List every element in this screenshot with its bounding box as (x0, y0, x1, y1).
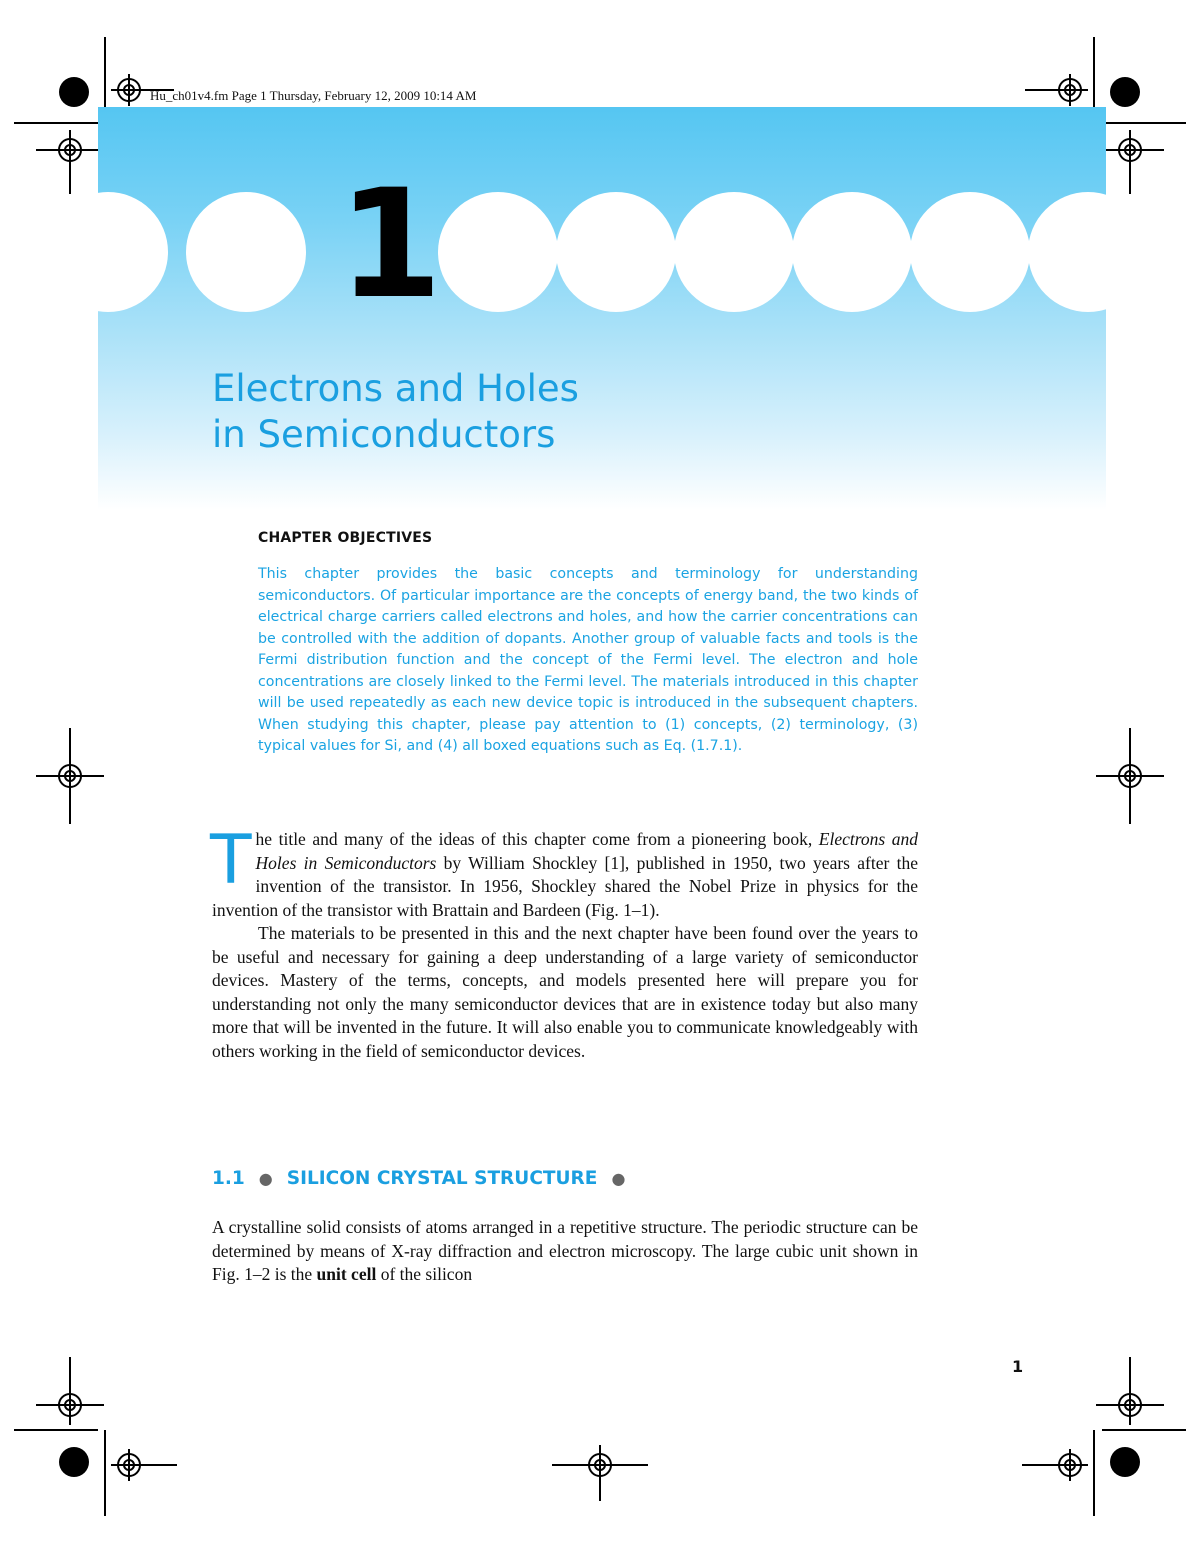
section-text-start: A crystalline solid consists of atoms arranged in a repetitive structure. The periodic structure can be determined by means of X-ray diffraction and electron microscopy. The large cubic unit shown in Fig. 1–2 is the (212, 1217, 918, 1284)
intro-p1-start: he title and many of the ideas of this chapter come from a pioneering book, (255, 829, 819, 849)
section-number: 1.1 (212, 1168, 245, 1189)
chapter-title (212, 366, 579, 458)
drop-cap-letter: T (210, 821, 252, 900)
print-header-slug: Hu_ch01v4.fm Page 1 Thursday, February 12, 2009 10:14 AM (150, 88, 477, 103)
section-title: SILICON CRYSTAL STRUCTURE (286, 1168, 598, 1189)
intro-paragraph-2: The materials to be presented in this and the next chapter have been found over the years to be useful and necessary for gaining a deep understanding of a large variety of semiconductor devices. Mastery of the terms, concepts, and models presented here will prepare you for understanding not only the many semiconductor devices that are in existence today but also many more that will be invented in the future. It will also enable you to communicate knowledgeably with others working in the field of semiconductor devices. (212, 923, 918, 1061)
chapter-title-line-1: Electrons and Holes (212, 367, 579, 410)
section-bullet-left: ● (258, 1169, 273, 1188)
objectives-paragraph: This chapter provides the basic concepts and terminology for understanding semiconductors. Of particular importance are the concepts of energy band, the two kinds of electrical charge carriers called electrons and holes, and how the carrier concentrations can be controlled with the addition of dopants. Another group of valuable facts and tools is the Fermi distribution function and the concept of the Fermi level. The electron and hole concentrations are closely linked to the Fermi level. The materials introduced in this chapter will be used repeatedly as each new device topic is introduced in the subsequent chapters. When studying this chapter, please pay attention to (1) concepts, (2) terminology, (3) typical values for Si, and (4) all boxed equations such as Eq. (1.7.1). (258, 566, 918, 754)
section-paragraph (212, 1216, 918, 1287)
section-body (212, 1216, 918, 1287)
book-title: Electrons and Holes in Semiconductors (255, 829, 918, 873)
chapter-number: 1 (338, 158, 443, 332)
intro-paragraph-1 (210, 821, 918, 922)
term-unit-cell: unit cell (316, 1264, 377, 1284)
intro-section (210, 821, 918, 1063)
section-bullet-right: ● (611, 1169, 626, 1188)
intro-p1-rest: by William Shockley [1], published in 1950, two years after the invention of the transistor. In 1956, Shockley shared the Nobel Prize in physics for the invention of the transistor with Brattain and Bardeen (Fig. 1–1). (212, 852, 918, 920)
section-heading (212, 1168, 639, 1189)
objectives-heading: CHAPTER OBJECTIVES (258, 530, 433, 546)
section-text-end: of the silicon (376, 1264, 473, 1284)
page-number: 1 (1012, 1357, 1024, 1376)
chapter-title-line-2: in Semiconductors (212, 413, 556, 456)
